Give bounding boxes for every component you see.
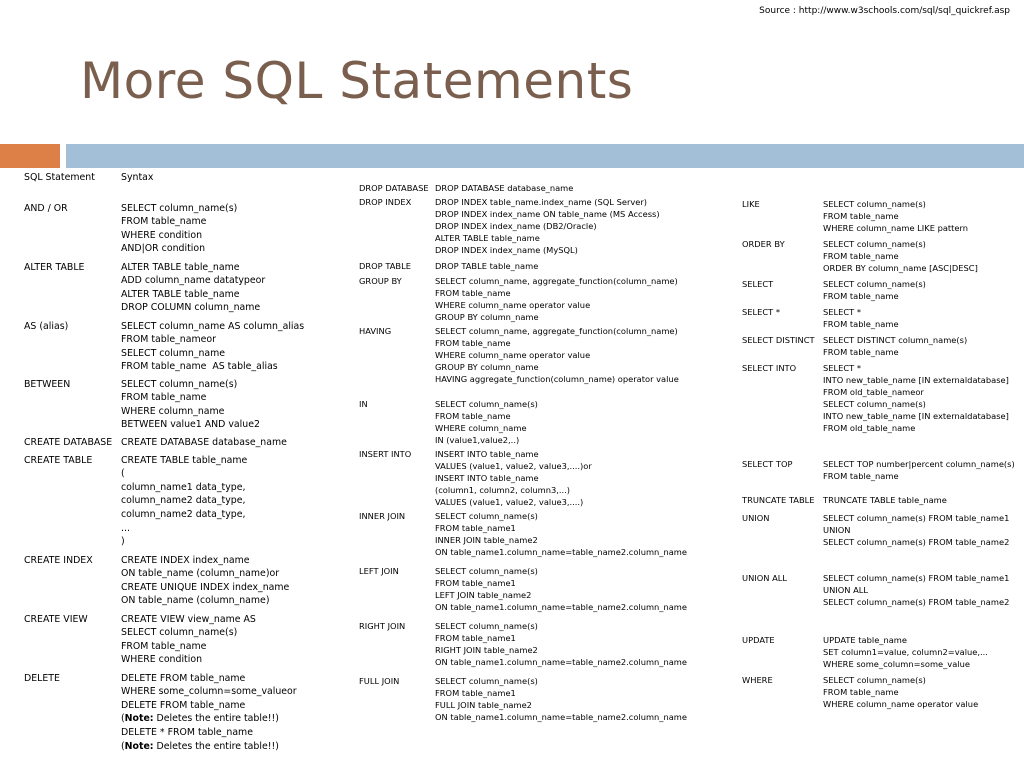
syntax-cell (121, 378, 260, 432)
table-row (359, 620, 687, 668)
syntax-line: FROM table_nameor (121, 334, 216, 346)
syntax-line: FROM table_name1 (435, 633, 516, 643)
syntax-line: SELECT column_name(s) (435, 621, 538, 631)
syntax-line: UNION (823, 525, 851, 535)
statement-name: HAVING (359, 326, 392, 336)
syntax-line: SELECT column_name(s) (823, 239, 926, 249)
statement-name: SELECT (742, 279, 774, 289)
slide-title: More SQL Statements (80, 52, 634, 110)
statement-name: FULL JOIN (359, 676, 400, 686)
table-row (742, 306, 899, 330)
table-row (359, 565, 687, 613)
table-row (359, 510, 687, 558)
table-row (24, 320, 304, 374)
syntax-line: DROP INDEX table_name.index_name (SQL Server) (435, 197, 648, 207)
table-row (359, 398, 538, 446)
syntax-line: FROM table_name1 (435, 523, 516, 533)
table-row (359, 325, 679, 385)
syntax-line: CREATE UNIQUE INDEX index_name (121, 581, 290, 593)
syntax-line: CREATE TABLE table_name (121, 454, 248, 466)
syntax-cell (435, 448, 592, 508)
syntax-line: BETWEEN value1 AND value2 (121, 419, 260, 431)
statement-name: CREATE TABLE (24, 454, 93, 466)
header-sql-statement: SQL Statement (24, 172, 95, 183)
statement-name: SELECT DISTINCT (742, 335, 815, 345)
statement-name: DELETE (24, 672, 60, 684)
table-row (359, 260, 538, 272)
statement-name: DROP DATABASE (359, 183, 429, 193)
syntax-line: SELECT column_name AS column_alias (121, 320, 305, 332)
syntax-line: DROP INDEX index_name (MySQL) (435, 245, 578, 255)
syntax-cell (121, 672, 297, 754)
syntax-line: WHERE column_name (121, 405, 225, 417)
statement-name: INSERT INTO (359, 449, 412, 459)
syntax-cell (823, 198, 968, 234)
syntax-line: ADD column_name datatypeor (121, 275, 266, 287)
statement-name: TRUNCATE TABLE (742, 495, 815, 505)
table-row (742, 278, 926, 302)
syntax-line: ALTER TABLE table_name (121, 261, 240, 273)
syntax-line: AND|OR condition (121, 243, 206, 255)
table-row (24, 554, 289, 608)
statement-name: LIKE (742, 199, 760, 209)
syntax-line: RIGHT JOIN table_name2 (435, 645, 538, 655)
syntax-line: FROM table_name (823, 347, 899, 357)
syntax-line: SELECT column_name(s) (121, 378, 238, 390)
syntax-line: SELECT TOP number|percent column_name(s) (823, 459, 1015, 469)
syntax-line: GROUP BY column_name (435, 362, 539, 372)
syntax-line: ON table_name1.column_name=table_name2.column_name (435, 602, 687, 612)
syntax-line: FROM old_table_name (823, 423, 916, 433)
syntax-line: UPDATE table_name (823, 635, 907, 645)
table-row (742, 494, 947, 506)
syntax-line: ON table_name (column_name)or (121, 568, 280, 580)
syntax-line: SELECT column_name(s) FROM table_name1 (823, 513, 1010, 523)
statement-name: IN (359, 399, 368, 409)
syntax-line: ) (121, 536, 125, 548)
statement-name: ALTER TABLE (24, 261, 85, 273)
syntax-cell (435, 182, 573, 194)
syntax-line: CREATE DATABASE database_name (121, 436, 287, 448)
syntax-line: DROP COLUMN column_name (121, 302, 261, 314)
table-row (742, 572, 1009, 608)
statement-name: RIGHT JOIN (359, 621, 406, 631)
syntax-line: FULL JOIN table_name2 (435, 700, 532, 710)
syntax-line: WHERE column_name operator value (435, 350, 591, 360)
table-row (24, 261, 265, 315)
table-row (359, 448, 592, 508)
syntax-cell (435, 675, 687, 723)
table-row (24, 454, 247, 549)
syntax-line: SELECT column_name(s) FROM table_name2 (823, 537, 1010, 547)
table-row (24, 202, 237, 256)
syntax-line: VALUES (value1, value2, value3,....)or (435, 461, 592, 471)
syntax-line: DROP DATABASE database_name (435, 183, 574, 193)
syntax-line: ALTER TABLE table_name (121, 288, 240, 300)
syntax-line: WHERE column_name (435, 423, 527, 433)
syntax-cell (823, 238, 978, 274)
syntax-line: SELECT * (823, 363, 862, 373)
syntax-line: FROM table_name1 (435, 688, 516, 698)
statement-name: SELECT TOP (742, 459, 793, 469)
syntax-line: TRUNCATE TABLE table_name (823, 495, 947, 505)
syntax-line: column_name2 data_type, (121, 508, 246, 520)
syntax-line: DROP INDEX index_name ON table_name (MS Access) (435, 209, 660, 219)
syntax-cell (435, 620, 687, 668)
syntax-line: FROM table_name (121, 392, 207, 404)
syntax-line: ON table_name1.column_name=table_name2.column_name (435, 657, 687, 667)
syntax-line: (Note: Deletes the entire table!!) (121, 740, 279, 752)
syntax-line: CREATE INDEX index_name (121, 554, 250, 566)
syntax-cell (823, 512, 1009, 548)
syntax-line: (Note: Deletes the entire table!!) (121, 713, 279, 725)
syntax-line: SELECT column_name(s) (121, 627, 238, 639)
syntax-line: FROM table_name AS table_alias (121, 361, 278, 373)
syntax-line: HAVING aggregate_function(column_name) operator value (435, 374, 679, 384)
syntax-line: SELECT DISTINCT column_name(s) (823, 335, 968, 345)
statement-name: LEFT JOIN (359, 566, 399, 576)
syntax-line: ... (121, 522, 130, 534)
syntax-line: FROM table_name1 (435, 578, 516, 588)
syntax-line: column_name2 data_type, (121, 495, 246, 507)
statement-name: CREATE DATABASE (24, 436, 113, 448)
syntax-line: SELECT * (823, 307, 862, 317)
syntax-line: SET column1=value, column2=value,... (823, 647, 988, 657)
syntax-line: DELETE FROM table_name (121, 672, 246, 684)
syntax-line: INSERT INTO table_name (435, 449, 539, 459)
syntax-line: DELETE * FROM table_name (121, 726, 253, 738)
syntax-line: WHERE some_column=some_valueor (121, 686, 297, 698)
syntax-cell (435, 275, 678, 323)
syntax-line: SELECT column_name(s) (435, 511, 538, 521)
syntax-line: DROP INDEX index_name (DB2/Oracle) (435, 221, 597, 231)
accent-band-orange (0, 144, 60, 168)
syntax-line: SELECT column_name(s) (823, 399, 926, 409)
syntax-line: FROM table_name (823, 211, 899, 221)
statement-name: SELECT * (742, 307, 781, 317)
syntax-line: FROM table_name (435, 411, 511, 421)
syntax-line: WHERE column_name LIKE pattern (823, 223, 969, 233)
syntax-line: FROM table_name (823, 251, 899, 261)
syntax-cell (823, 362, 1009, 434)
syntax-line: SELECT column_name(s) (435, 676, 538, 686)
statement-name: ORDER BY (742, 239, 785, 249)
statement-name: WHERE (742, 675, 773, 685)
syntax-cell (435, 565, 687, 613)
syntax-line: INNER JOIN table_name2 (435, 535, 538, 545)
syntax-line: FROM table_name (121, 216, 207, 228)
syntax-line: SELECT column_name(s) FROM table_name2 (823, 597, 1010, 607)
statement-name: BETWEEN (24, 378, 71, 390)
statement-name: DROP TABLE (359, 261, 411, 271)
syntax-line: (column1, column2, column3,...) (435, 485, 571, 495)
statement-name: UNION ALL (742, 573, 788, 583)
syntax-cell (121, 613, 256, 667)
syntax-line: SELECT column_name(s) (823, 199, 926, 209)
statement-name: UNION (742, 513, 770, 523)
table-row (359, 275, 678, 323)
syntax-line: ALTER TABLE table_name (435, 233, 540, 243)
syntax-cell (823, 306, 899, 330)
table-row (742, 238, 978, 274)
syntax-line: column_name1 data_type, (121, 481, 246, 493)
syntax-line: DROP TABLE table_name (435, 261, 539, 271)
syntax-line: ON table_name (column_name) (121, 595, 270, 607)
statement-name: DROP INDEX (359, 197, 412, 207)
table-row (742, 634, 988, 670)
syntax-cell (121, 436, 287, 450)
syntax-line: ORDER BY column_name [ASC|DESC] (823, 263, 978, 273)
source-citation: Source : http://www.w3schools.com/sql/sql_quickref.asp (759, 6, 1010, 16)
syntax-cell (121, 261, 265, 315)
syntax-line: IN (value1,value2,..) (435, 435, 520, 445)
syntax-cell (823, 334, 967, 358)
syntax-line: FROM table_name (435, 288, 511, 298)
statement-name: INNER JOIN (359, 511, 406, 521)
syntax-cell (121, 320, 304, 374)
syntax-line: ON table_name1.column_name=table_name2.column_name (435, 712, 687, 722)
syntax-line: WHERE condition (121, 229, 203, 241)
syntax-line: ON table_name1.column_name=table_name2.column_name (435, 547, 687, 557)
syntax-line: ( (121, 468, 125, 480)
syntax-line: DELETE FROM table_name (121, 699, 246, 711)
statement-name: CREATE VIEW (24, 613, 88, 625)
syntax-line: FROM table_name (435, 338, 511, 348)
syntax-line: FROM table_name (823, 687, 899, 697)
table-row (742, 458, 1015, 482)
syntax-cell (121, 202, 237, 256)
syntax-cell (823, 494, 947, 506)
table-row (359, 675, 687, 723)
syntax-cell (435, 260, 538, 272)
syntax-cell (121, 454, 247, 549)
table-row (24, 672, 297, 754)
syntax-cell (435, 325, 679, 385)
table-row (24, 613, 256, 667)
syntax-line: FROM table_name (823, 291, 899, 301)
syntax-line: CREATE VIEW view_name AS (121, 613, 256, 625)
syntax-line: GROUP BY column_name (435, 312, 539, 322)
syntax-line: SELECT column_name(s) (435, 399, 538, 409)
statement-name: AS (alias) (24, 320, 69, 332)
syntax-cell (823, 572, 1009, 608)
table-row (742, 362, 1009, 434)
syntax-line: SELECT column_name, aggregate_function(column_name) (435, 276, 678, 286)
syntax-cell (121, 554, 289, 608)
statement-name: CREATE INDEX (24, 554, 93, 566)
syntax-line: INSERT INTO table_name (435, 473, 539, 483)
syntax-line: SELECT column_name (121, 347, 226, 359)
statement-name: UPDATE (742, 635, 775, 645)
table-row (359, 182, 573, 194)
header-syntax: Syntax (121, 172, 154, 183)
syntax-line: WHERE column_name operator value (823, 699, 979, 709)
syntax-cell (823, 458, 1015, 482)
table-row (742, 512, 1009, 548)
syntax-line: SELECT column_name(s) (823, 675, 926, 685)
syntax-line: SELECT column_name(s) (823, 279, 926, 289)
syntax-line: UNION ALL (823, 585, 869, 595)
syntax-line: SELECT column_name(s) FROM table_name1 (823, 573, 1010, 583)
syntax-cell (435, 398, 538, 446)
table-row (742, 198, 968, 234)
syntax-line: SELECT column_name(s) (121, 202, 238, 214)
syntax-cell (823, 278, 926, 302)
table-row (24, 378, 260, 432)
accent-band-blue (66, 144, 1024, 168)
statement-name: AND / OR (24, 202, 68, 214)
syntax-cell (823, 634, 988, 670)
table-row (742, 334, 967, 358)
table-header-row (24, 171, 153, 185)
table-row (24, 436, 287, 450)
syntax-line: LEFT JOIN table_name2 (435, 590, 532, 600)
syntax-line: WHERE some_column=some_value (823, 659, 970, 669)
syntax-line: FROM old_table_nameor (823, 387, 924, 397)
statement-name: GROUP BY (359, 276, 402, 286)
table-row (742, 674, 978, 710)
syntax-line: WHERE condition (121, 654, 203, 666)
syntax-line: INTO new_table_name [IN externaldatabase] (823, 375, 1009, 385)
syntax-line: INTO new_table_name [IN externaldatabase] (823, 411, 1009, 421)
syntax-cell (823, 674, 978, 710)
table-row (359, 196, 660, 256)
syntax-line: FROM table_name (823, 319, 899, 329)
syntax-line: SELECT column_name(s) (435, 566, 538, 576)
syntax-line: VALUES (value1, value2, value3,....) (435, 497, 584, 507)
syntax-cell (435, 510, 687, 558)
syntax-line: WHERE column_name operator value (435, 300, 591, 310)
syntax-cell (435, 196, 660, 256)
syntax-line: SELECT column_name, aggregate_function(column_name) (435, 326, 678, 336)
syntax-line: FROM table_name (121, 640, 207, 652)
column-1 (24, 171, 305, 752)
syntax-line: FROM table_name (823, 471, 899, 481)
statement-name: SELECT INTO (742, 363, 797, 373)
